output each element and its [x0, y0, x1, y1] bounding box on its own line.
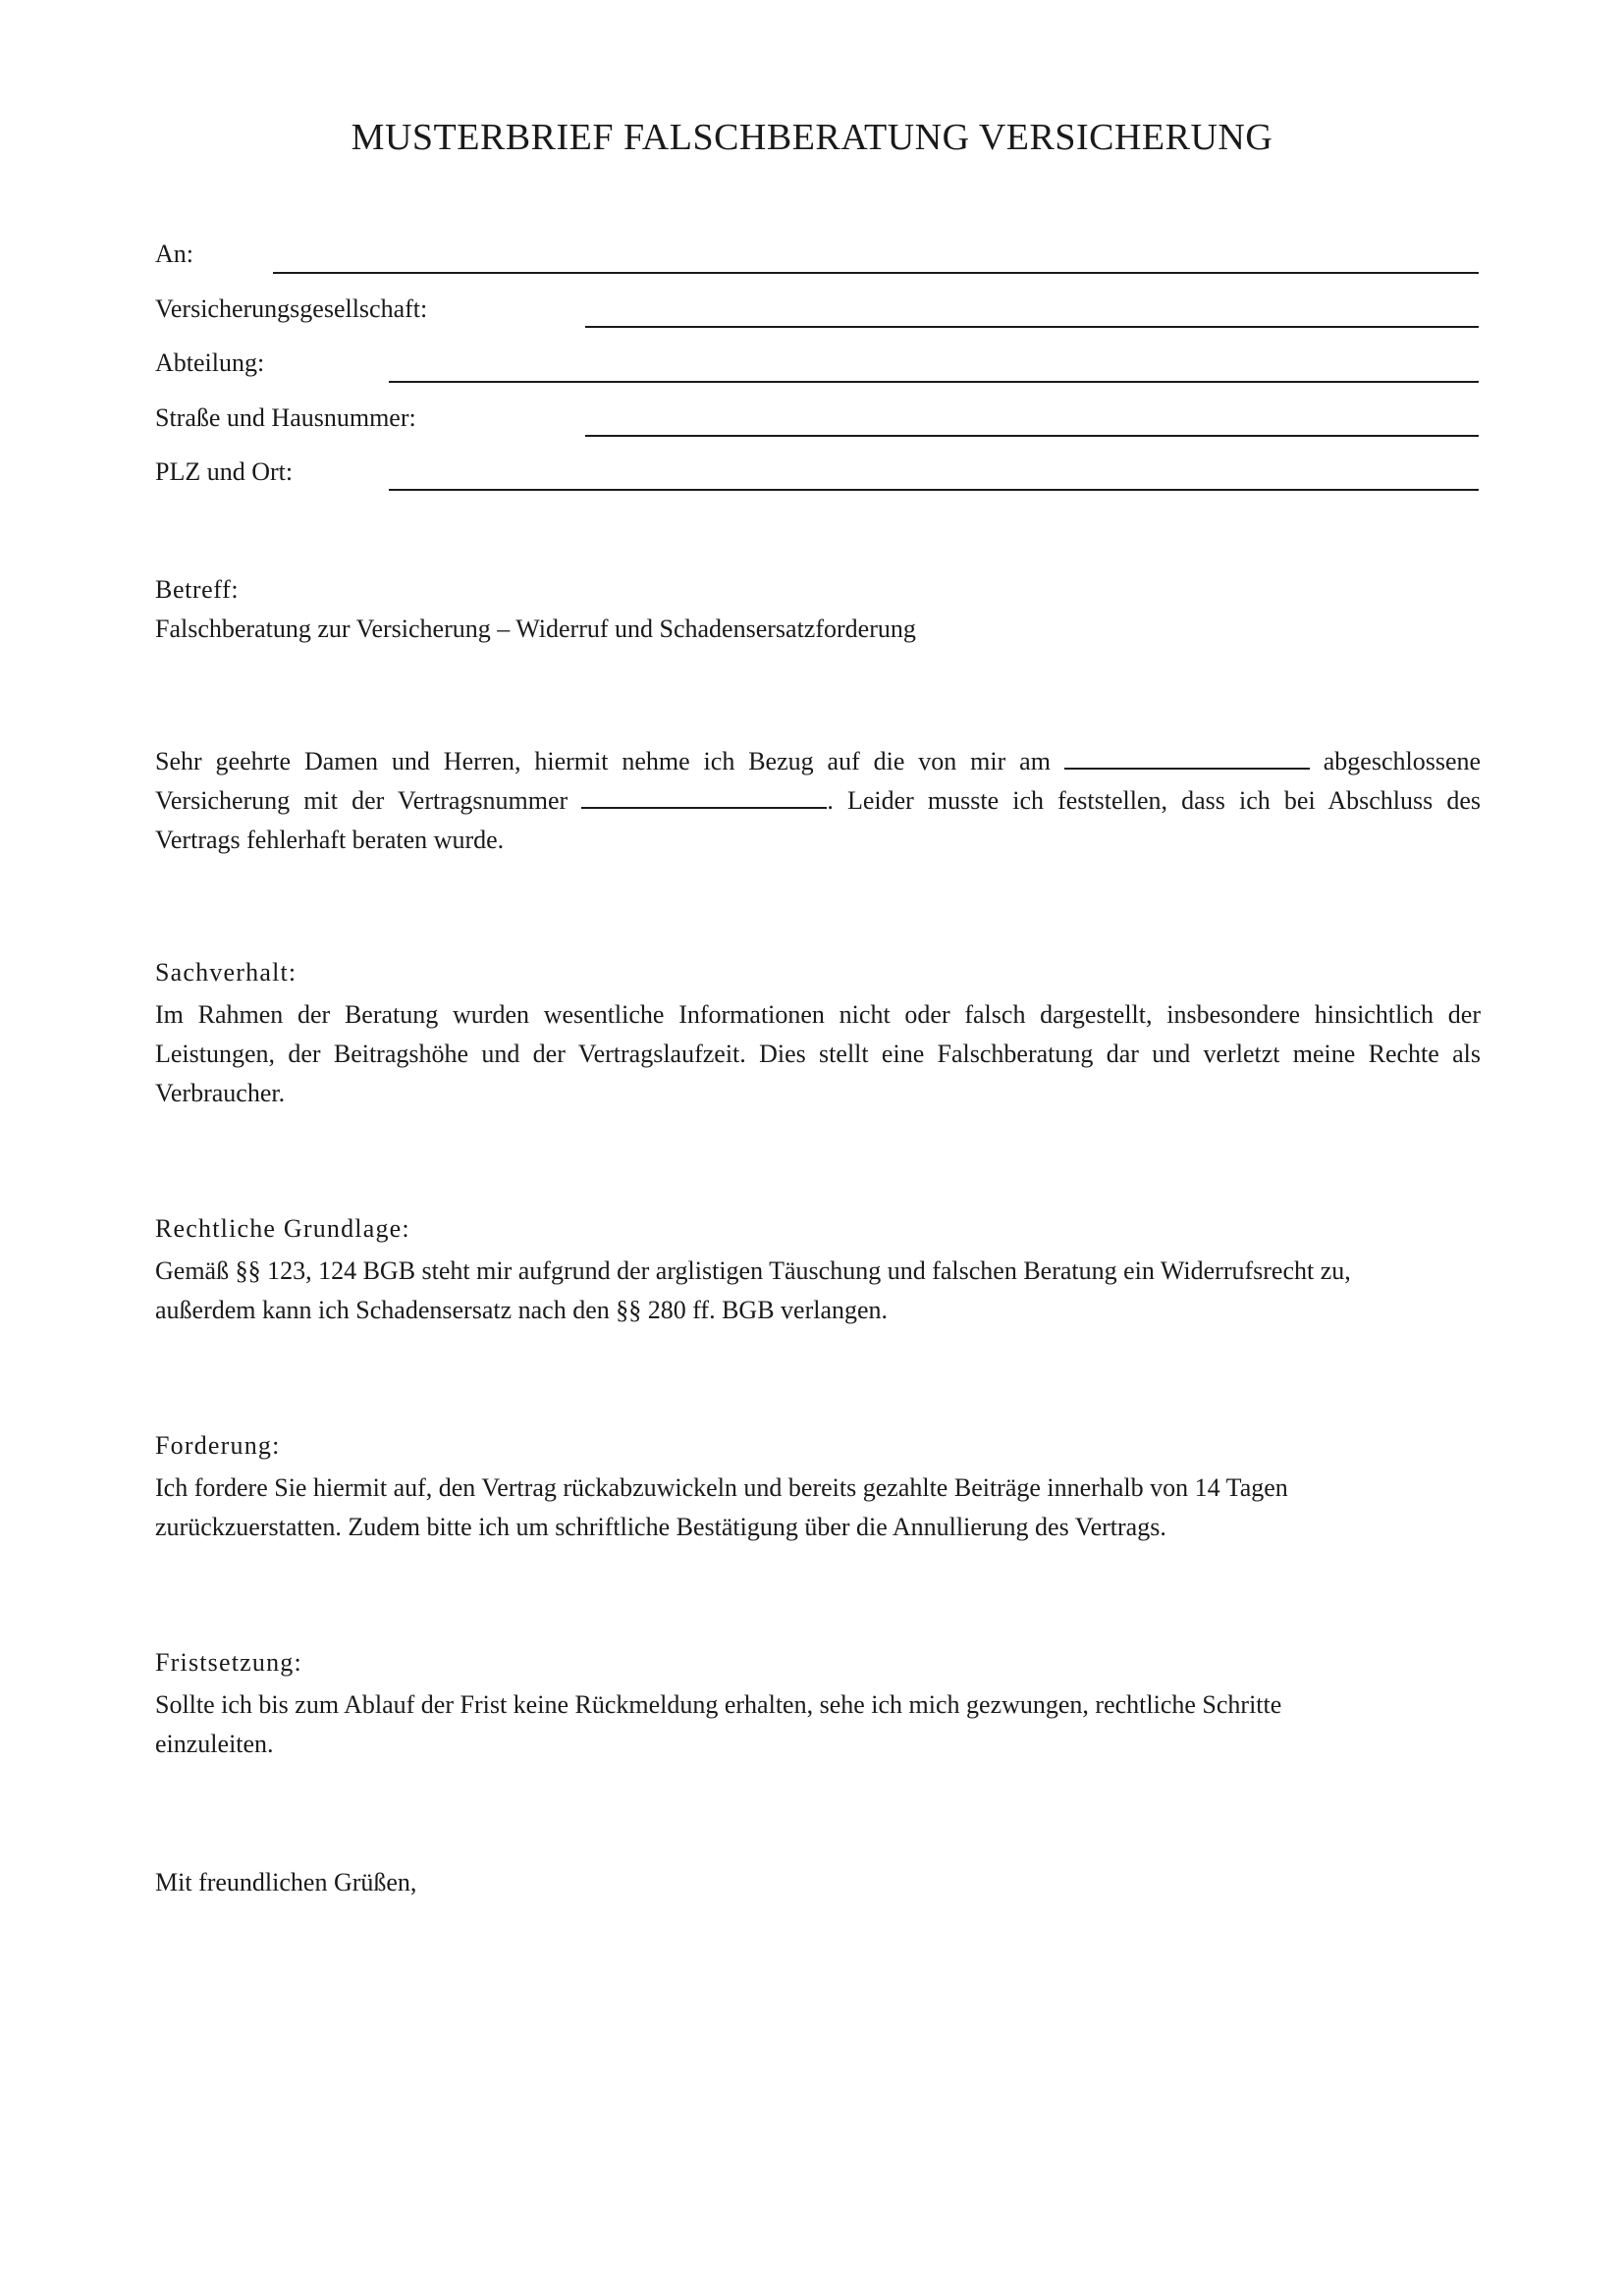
closing-block [155, 1863, 1481, 1902]
intro-text-4: . Leider musste ich feststellen, dass ich bei Abschluss des [827, 786, 1482, 815]
section-body-sachverhalt [155, 995, 1481, 1113]
subject-line: Falschberatung zur Versicherung – Widerruf und Schadensersatzforderung [155, 614, 916, 643]
intro-paragraph [155, 742, 1481, 860]
intro-line-2 [155, 781, 1481, 821]
field-label-plz-ort: PLZ und Ort: [155, 457, 294, 486]
intro-text-3: Versicherung mit der Vertragsnummer [155, 786, 568, 815]
intro-text-2: abgeschlossene [1323, 747, 1482, 775]
section-line: zurückzuerstatten. Zudem bitte ich um schriftliche Bestätigung über die Annullierung des Vertrags. [155, 1513, 1166, 1541]
subject-heading: Betreff: [155, 575, 240, 604]
field-label-versicherungsgesellschaft: Versicherungsgesellschaft: [155, 294, 428, 323]
field-line-an[interactable] [273, 272, 1479, 274]
field-line-strasse[interactable] [585, 435, 1479, 437]
section-line: einzuleiten. [155, 1730, 274, 1758]
section-heading-forderung: Forderung: [155, 1431, 281, 1460]
section-line: Sollte ich bis zum Ablauf der Frist keine Rückmeldung erhalten, sehe ich mich gezwungen, rechtliche Schritte [155, 1690, 1282, 1719]
section-line: Leistungen, der Beitragshöhe und der Vertragslaufzeit. Dies stellt eine Falschberatung dar und verletzt meine Rechte als [155, 1040, 1481, 1068]
section-heading-sachverhalt: Sachverhalt: [155, 958, 298, 987]
document-title: MUSTERBRIEF FALSCHBERATUNG VERSICHERUNG [351, 117, 1273, 158]
section-heading-rechtliche-grundlage: Rechtliche Grundlage: [155, 1214, 410, 1243]
section-line: Gemäß §§ 123, 124 BGB steht mir aufgrund der arglistigen Täuschung und falschen Beratung ein Widerrufsrecht zu, [155, 1256, 1351, 1285]
field-label-abteilung: Abteilung: [155, 348, 265, 377]
subject-text [155, 610, 1481, 649]
intro-text-1: Sehr geehrte Damen und Herren, hiermit nehme ich Bezug auf die von mir am [155, 747, 1051, 775]
section-line: Verbraucher. [155, 1079, 286, 1107]
field-line-abteilung[interactable] [389, 381, 1479, 383]
section-heading-fristsetzung: Fristsetzung: [155, 1648, 302, 1677]
intro-line-3: Vertrags fehlerhaft beraten wurde. [155, 826, 505, 854]
field-label-an: An: [155, 240, 193, 268]
section-line: Ich fordere Sie hiermit auf, den Vertrag rückabzuwickeln und bereits gezahlte Beiträge innerhalb von 14 Tagen [155, 1473, 1288, 1502]
section-body-fristsetzung [155, 1685, 1481, 1764]
section-line: Im Rahmen der Beratung wurden wesentliche Informationen nicht oder falsch dargestellt, insbesondere hinsichtlich der [155, 1000, 1481, 1029]
field-label-strasse: Straße und Hausnummer: [155, 403, 416, 432]
closing-text: Mit freundlichen Grüßen, [155, 1868, 417, 1896]
section-body-forderung [155, 1468, 1481, 1547]
date-blank[interactable] [1064, 744, 1310, 770]
section-body-rechtliche-grundlage [155, 1252, 1481, 1330]
field-line-versicherungsgesellschaft[interactable] [585, 326, 1479, 328]
contract-number-blank[interactable] [581, 783, 827, 809]
field-line-plz-ort[interactable] [389, 489, 1479, 491]
intro-line-1 [155, 742, 1481, 781]
section-line: außerdem kann ich Schadensersatz nach den §§ 280 ff. BGB verlangen. [155, 1296, 889, 1324]
